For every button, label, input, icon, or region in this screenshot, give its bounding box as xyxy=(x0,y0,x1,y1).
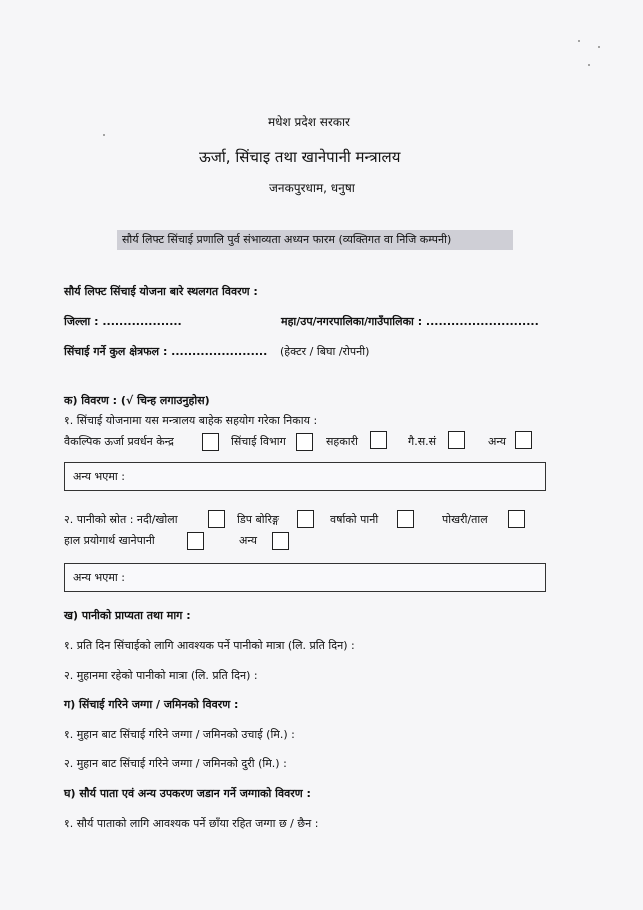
other-input-1[interactable] xyxy=(64,462,546,491)
scan-speck xyxy=(578,40,580,42)
checkbox-irrigation-dept[interactable] xyxy=(296,433,313,451)
section-kha-heading: ख) पानीको प्राप्यता तथा माग : xyxy=(64,609,191,622)
option-label-cooperative: सहकारी xyxy=(326,435,358,448)
section-ga-q1: १. मुहान बाट सिंचाई गरिने जग्गा / जमिनको उचाई (मि.) : xyxy=(64,728,295,741)
checkbox-other[interactable] xyxy=(515,431,532,449)
option-label-other: अन्य xyxy=(488,435,507,448)
option-label-ngo: गै.स.सं xyxy=(408,435,437,448)
section-ka-heading: क) विवरण : (√ चिन्ह लगाउनुहोस) xyxy=(64,394,210,407)
checkbox-ngo[interactable] xyxy=(448,431,465,449)
municipality-field[interactable]: महा/उप/नगरपालिका/गाउँपालिका : ........................... xyxy=(281,315,539,328)
section-kha-q1: १. प्रति दिन सिंचाईको लागि आवश्यक पर्ने पानीको मात्रा (लि. प्रति दिन) : xyxy=(64,639,355,652)
other-input-2-label: अन्य भएमा : xyxy=(73,571,125,584)
checkbox-drinking-water[interactable] xyxy=(187,532,204,550)
header-location: जनकपुरधाम, धनुषा xyxy=(269,181,355,195)
other-input-2[interactable] xyxy=(64,563,546,592)
area-units: (हेक्टर / बिघा /रोपनी) xyxy=(280,345,370,358)
scan-speck xyxy=(103,134,105,136)
option-label-drinking-water: हाल प्रयोगार्थ खानेपानी xyxy=(64,534,155,547)
scan-speck xyxy=(588,64,590,66)
checkbox-rainwater[interactable] xyxy=(397,510,414,528)
checkbox-pond[interactable] xyxy=(508,510,525,528)
option-label-source-other: अन्य xyxy=(239,534,258,547)
other-input-1-label: अन्य भएमा : xyxy=(73,470,125,483)
header-ministry: ऊर्जा, सिंचाइ तथा खानेपानी मन्त्रालय xyxy=(199,148,401,166)
site-heading: सौर्य लिफ्ट सिंचाई योजना बारे स्थलगत विवरण : xyxy=(64,285,258,298)
option-label-pond: पोखरी/ताल xyxy=(442,513,488,526)
section-ka-q1: १. सिंचाई योजनामा यस मन्त्रालय बाहेक सहयोग गरेका निकाय : xyxy=(64,414,318,427)
section-ka-q2: २. पानीको स्रोत : नदी/खोला xyxy=(64,513,178,526)
section-kha-q2: २. मुहानमा रहेको पानीको मात्रा (लि. प्रति दिन) : xyxy=(64,669,258,682)
checkbox-river[interactable] xyxy=(208,510,225,528)
option-label-rainwater: वर्षाको पानी xyxy=(330,513,379,526)
form-title: सौर्य लिफ्ट सिंचाई प्रणालि पुर्व संभाव्यता अध्यन फारम (व्यक्तिगत वा निजि कम्पनी) xyxy=(122,233,452,246)
option-label-irrigation-dept: सिंचाई विभाग xyxy=(231,435,286,448)
header-government: मधेश प्रदेश सरकार xyxy=(268,115,350,129)
option-label-aepc: वैकल्पिक ऊर्जा प्रवर्धन केन्द्र xyxy=(64,435,174,448)
section-gha-q1: १. सौर्य पाताको लागि आवश्यक पर्ने छाँया रहित जग्गा छ / छैन : xyxy=(64,817,319,830)
checkbox-aepc[interactable] xyxy=(202,433,219,451)
district-field[interactable]: जिल्ला : ................... xyxy=(64,315,182,328)
checkbox-source-other[interactable] xyxy=(272,532,289,550)
scan-speck xyxy=(598,46,600,48)
checkbox-deep-boring[interactable] xyxy=(297,510,314,528)
section-ga-heading: ग) सिंचाई गरिने जग्गा / जमिनको विवरण : xyxy=(64,698,239,711)
checkbox-cooperative[interactable] xyxy=(370,431,387,449)
section-gha-heading: घ) सौर्य पाता एवं अन्य उपकरण जडान गर्ने जग्गाको विवरण : xyxy=(64,787,311,800)
option-label-deep-boring: डिप बोरिङ्ग xyxy=(237,513,279,526)
area-field[interactable]: सिंचाई गर्ने कुल क्षेत्रफल : ....................... xyxy=(64,345,268,358)
section-ga-q2: २. मुहान बाट सिंचाई गरिने जग्गा / जमिनको दुरी (मि.) : xyxy=(64,757,287,770)
